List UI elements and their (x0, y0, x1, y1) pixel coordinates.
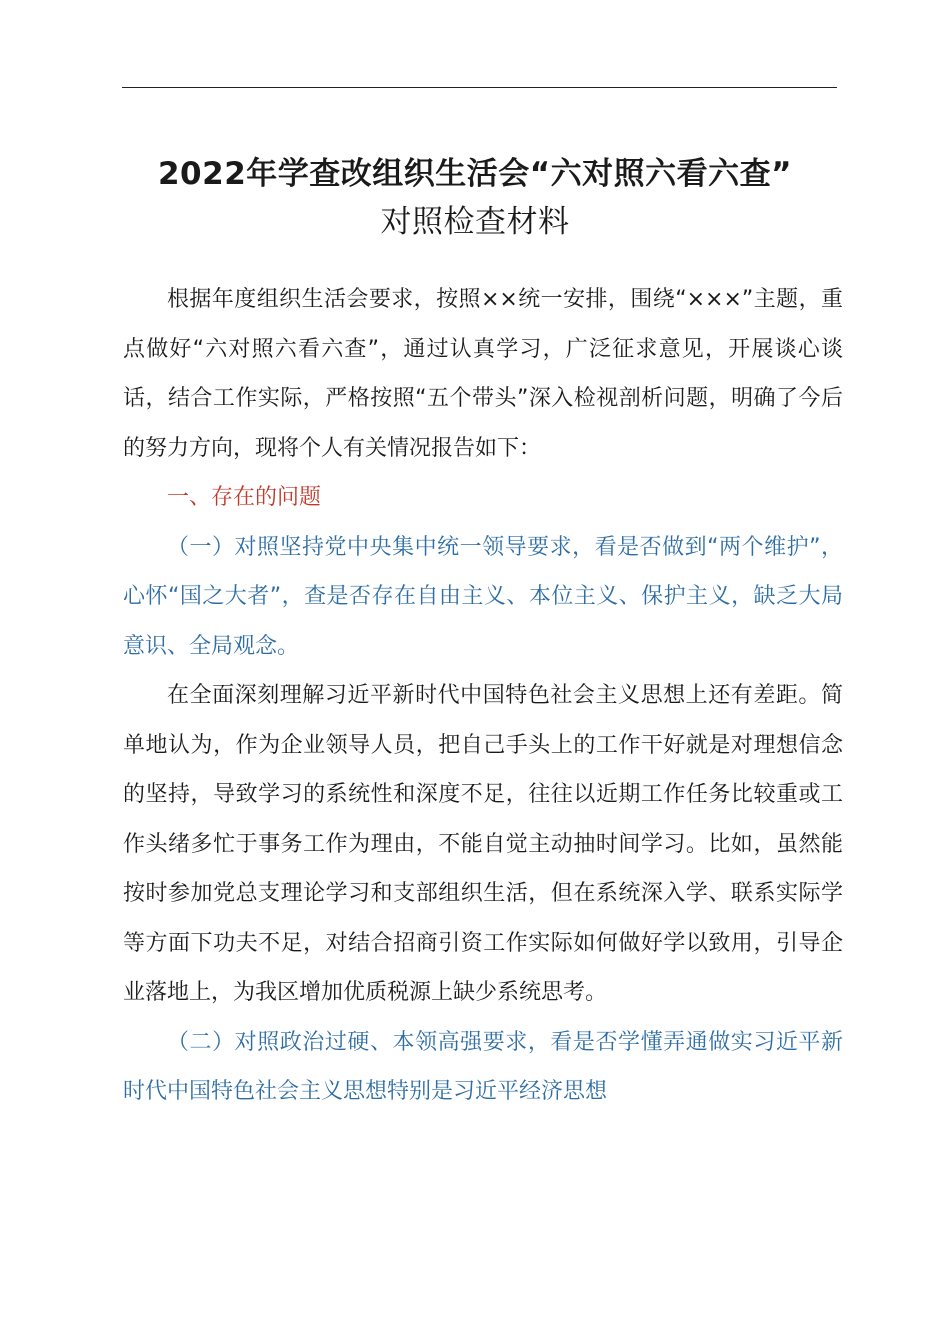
header-rule (122, 87, 837, 88)
subsection-1-heading: （一）对照坚持党中央集中统一领导要求，看是否做到“两个维护”，心怀“国之大者”，查是否存在自由主义、本位主义、保护主义，缺乏大局意识、全局观念。 (123, 534, 843, 659)
intro-paragraph: 根据年度组织生活会要求，按照××统一安排，围绕“×××”主题，重点做好“六对照六看六查”，通过认真学习，广泛征求意见，开展谈心谈话，结合工作实际，严格按照“五个带头”深入检视剖析问题，明确了今后的努力方向，现将个人有关情况报告如下： (123, 287, 843, 461)
section-1-heading: 一、存在的问题 (167, 485, 322, 510)
document-title (110, 150, 840, 246)
subsection-2-heading: （二）对照政治过硬、本领高强要求，看是否学懂弄通做实习近平新时代中国特色社会主义思想特别是习近平经济思想 (123, 1029, 843, 1104)
subsection-1-body: 在全面深刻理解习近平新时代中国特色社会主义思想上还有差距。简单地认为，作为企业领导人员，把自己手头上的工作干好就是对理想信念的坚持，导致学习的系统性和深度不足，往往以近期工作任务比较重或工作头绪多忙于事务工作为理由，不能自觉主动抽时间学习。比如，虽然能按时参加党总支理论学习和支部组织生活，但在系统深入学、联系实际学等方面下功夫不足，对结合招商引资工作实际如何做好学以致用，引导企业落地上，为我区增加优质税源上缺少系统思考。 (123, 683, 843, 1005)
document-body (123, 275, 843, 1117)
title-line-2: 对照检查材料 (380, 204, 570, 240)
title-line-1: 2022年学查改组织生活会“六对照六看六查” (157, 156, 793, 192)
